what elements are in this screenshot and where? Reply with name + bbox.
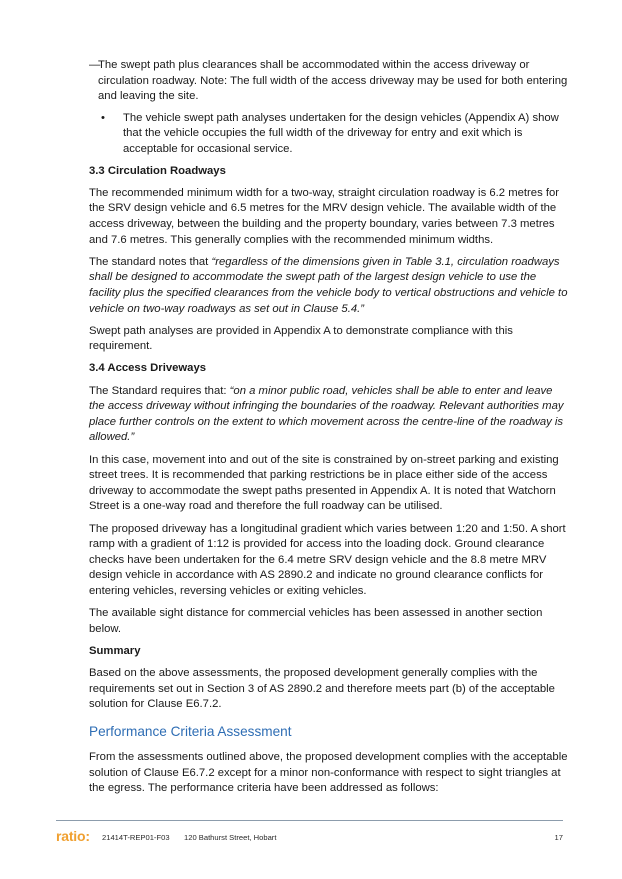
paragraph: Swept path analyses are provided in Appendix A to demonstrate compliance with this requirement. bbox=[89, 324, 513, 353]
summary-heading: Summary bbox=[89, 644, 141, 657]
page-body bbox=[89, 58, 569, 803]
bullet-marker: • bbox=[101, 111, 105, 124]
page-footer bbox=[56, 828, 563, 848]
footer-divider bbox=[56, 820, 563, 821]
performance-criteria-heading: Performance Criteria Assessment bbox=[89, 723, 292, 739]
bullet-list-item bbox=[89, 111, 569, 158]
standard-quote: “regardless of the dimensions given in Table 3.1, circulation roadways shall be designed to accommodate the swept path of the largest design vehicle to use the facility plus the specified clearances from the vehicle body to vertical obstructions and vehicle to vehicle on two-way roadways as set out in Clause 5.4.” bbox=[89, 255, 568, 315]
summary-paragraph: Based on the above assessments, the proposed development generally complies with the requirements set out in Section 3 of AS 2890.2 and therefore meets part (b) of the acceptable solution for Clause E6.7.2. bbox=[89, 667, 555, 711]
standard-quote: “on a minor public road, vehicles shall be able to enter and leave the access driveway without infringing the boundaries of the roadway. Relevant authorities may place further controls on the extent to which movement across the centre-line of the roadway is allowed.” bbox=[89, 384, 564, 444]
paragraph-with-quote bbox=[89, 384, 569, 446]
dash-list-item bbox=[89, 58, 569, 105]
section-heading-circulation-roadways: 3.3 Circulation Roadways bbox=[89, 164, 226, 177]
paragraph: In this case, movement into and out of the site is constrained by on-street parking and existing street trees. It is recommended that parking restrictions be in place either side of the access driveway to accommodate the swept paths presented in Appendix A. It is noted that Watchorn Street is a one-way road and therefore the full roadway can be utilised. bbox=[89, 453, 559, 513]
page-number: 17 bbox=[554, 833, 563, 842]
bullet-item-text: The vehicle swept path analyses undertaken for the design vehicles (Appendix A) show that the vehicle occupies the full width of the driveway for entry and exit which is acceptable for occasional service. bbox=[123, 111, 559, 155]
dash-marker: — bbox=[89, 59, 101, 71]
document-reference: 21414T-REP01-F03 bbox=[102, 833, 170, 842]
paragraph-lead: The Standard requires that: bbox=[89, 384, 230, 397]
paragraph: The recommended minimum width for a two-way, straight circulation roadway is 6.2 metres for the SRV design vehicle and 6.5 metres for the MRV design vehicle. The available width of the access driveway, between the building and the property boundary, varies between 7.3 metres and 7.6 metres. This generally complies with the recommended minimum widths. bbox=[89, 186, 560, 246]
performance-criteria-paragraph: From the assessments outlined above, the proposed development complies with the acceptable solution of Clause E6.7.2 except for a minor non-conformance with respect to sight triangles at the egress. The performance criteria have been addressed as follows: bbox=[89, 750, 568, 795]
section-heading-access-driveways: 3.4 Access Driveways bbox=[89, 362, 207, 375]
project-address: 120 Bathurst Street, Hobart bbox=[184, 833, 277, 842]
paragraph: The proposed driveway has a longitudinal gradient which varies between 1:20 and 1:50. A short ramp with a gradient of 1:12 is provided for access into the loading dock. Ground clearance checks have been undertaken for the 6.4 metre SRV design vehicle and the 8.8 metre MRV design vehicle in accordance with AS 2890.2 and indicate no ground clearance conflicts for entering vehicles, reversing vehicles or exiting vehicles. bbox=[89, 522, 566, 597]
dash-item-text: The swept path plus clearances shall be accommodated within the access driveway or circulation roadway. Note: The full width of the access driveway may be used for both entering and leaving the site. bbox=[98, 59, 568, 103]
paragraph: The available sight distance for commercial vehicles has been assessed in another section below. bbox=[89, 607, 543, 635]
ratio-logo: ratio: bbox=[56, 828, 90, 844]
paragraph-with-quote bbox=[89, 255, 569, 317]
paragraph-lead: The standard notes that bbox=[89, 255, 212, 268]
